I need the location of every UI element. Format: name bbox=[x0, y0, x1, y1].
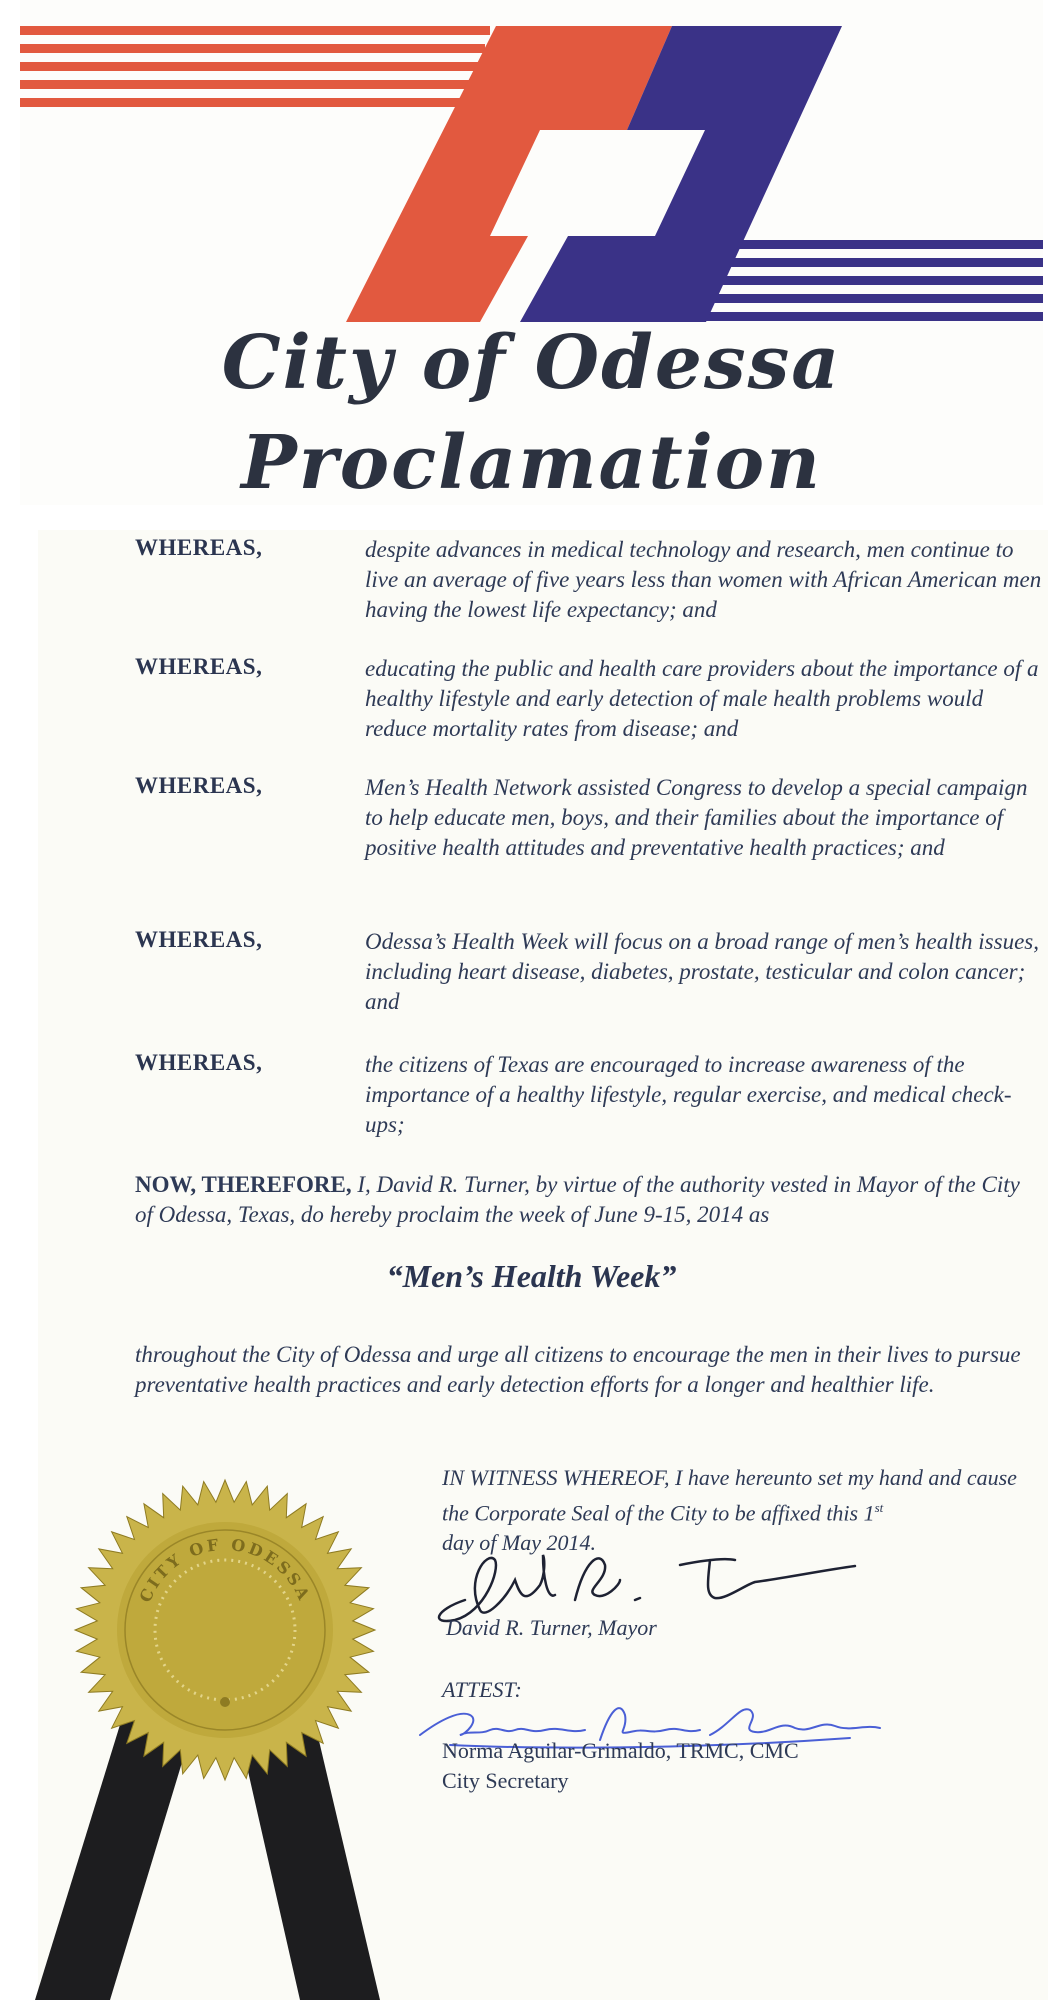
witness-date: day of May 2014. bbox=[442, 1530, 596, 1556]
red-stripe bbox=[20, 62, 480, 71]
witness-text: IN WITNESS WHEREOF, I have hereunto set my hand and cause the Corporate Seal of the City to be affixed this 1 bbox=[442, 1465, 1017, 1526]
now-therefore-lead: NOW, THEREFORE, bbox=[135, 1172, 352, 1197]
closing-paragraph: throughout the City of Odessa and urge all citizens to encourage the men in their lives to pursue preventative health practices and early detection efforts for a longer and healthier life. bbox=[135, 1342, 1021, 1397]
blue-stripes bbox=[685, 240, 1043, 321]
letterhead-subtitle: Proclamation bbox=[241, 420, 822, 506]
clause-text: the citizens of Texas are encouraged to increase awareness of the importance of a healthy lifestyle, regular exercise, and medical check-ups; bbox=[365, 1052, 1012, 1137]
witness-ordinal: st bbox=[874, 1500, 884, 1515]
secretary-title: City Secretary bbox=[442, 1768, 569, 1793]
red-stripes bbox=[20, 26, 490, 107]
clause-label: WHEREAS, bbox=[135, 654, 263, 679]
attest-label: ATTEST: bbox=[442, 1677, 522, 1702]
seal-text: CITY OF ODESSA bbox=[135, 1534, 315, 1606]
secretary-name: Norma Aguilar-Grimaldo, TRMC, CMC bbox=[442, 1738, 799, 1763]
clause-text: despite advances in medical technology and research, men continue to live an average of five years less than women with African American men having the lowest life expectancy; and bbox=[365, 537, 1042, 622]
proclaimed-week-title: “Men’s Health Week” bbox=[386, 1258, 677, 1294]
clause-label: WHEREAS, bbox=[135, 773, 263, 798]
blue-stripe bbox=[700, 258, 1043, 267]
blue-stripe bbox=[695, 276, 1043, 285]
mayor-name: David R. Turner, Mayor bbox=[446, 1615, 657, 1640]
clause-label: WHEREAS, bbox=[135, 1050, 263, 1075]
letterhead-title: City of Odessa bbox=[221, 320, 842, 406]
city-logo bbox=[0, 0, 1063, 340]
now-therefore-paragraph bbox=[135, 1170, 1040, 1230]
clause-text: Men’s Health Network assisted Congress to develop a special campaign to help educate men, boys, and their families about the importance of positive health attitudes and preventative health practices; and bbox=[365, 775, 1028, 860]
corporate-seal bbox=[0, 1460, 400, 2000]
clause-text: Odessa’s Health Week will focus on a broad range of men’s health issues, including heart disease, diabetes, prostate, testicular and colon cancer; and bbox=[365, 929, 1039, 1014]
blue-stripe bbox=[705, 240, 1043, 249]
red-stripe bbox=[20, 80, 475, 89]
seal-star-mark bbox=[220, 1697, 230, 1707]
red-stripe bbox=[20, 26, 490, 35]
blue-stripe bbox=[690, 294, 1043, 303]
red-stripe bbox=[20, 44, 485, 53]
now-therefore-text: I, David R. Turner, by virtue of the authority vested in Mayor of the City of Odessa, Texas, do hereby proclaim the week of June 9-15, 2014 as bbox=[135, 1172, 1020, 1227]
clause-label: WHEREAS, bbox=[135, 927, 263, 952]
red-stripe bbox=[20, 98, 470, 107]
clause-text: educating the public and health care providers about the importance of a healthy lifestyle and early detection of male health problems would reduce mortality rates from disease; and bbox=[365, 656, 1039, 741]
clause-label: WHEREAS, bbox=[135, 535, 263, 560]
